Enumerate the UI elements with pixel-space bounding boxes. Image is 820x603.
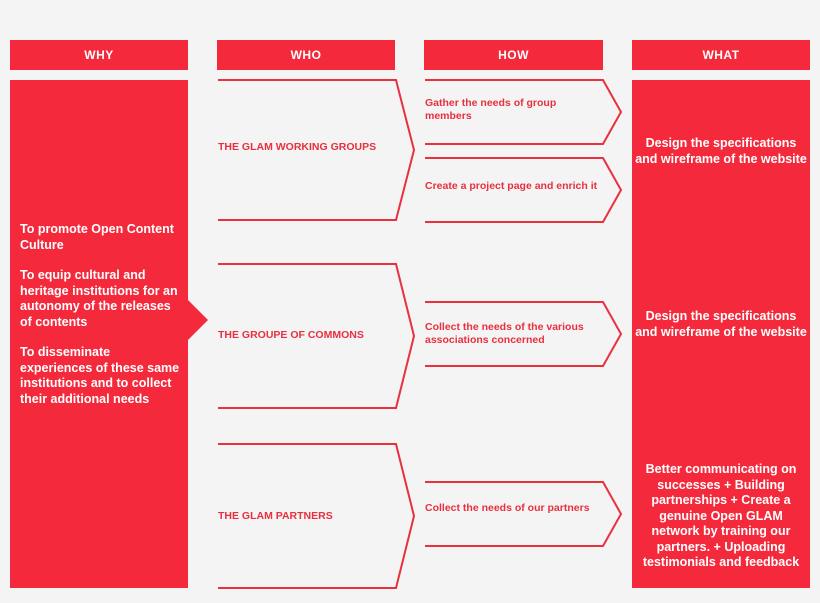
why-text bbox=[20, 222, 185, 422]
who-label: THE GLAM WORKING GROUPS bbox=[218, 141, 377, 153]
how-label: Gather the needs of group members bbox=[425, 97, 557, 122]
what-text: Better communicating on successes + Building partnerships + Create a genuine Open GLAM network by training our partners. + Uploading testimonials and feedback bbox=[642, 462, 800, 569]
how-label: Create a project page and enrich it bbox=[425, 180, 598, 192]
how-label: Collect the needs of our partners bbox=[425, 502, 590, 514]
what-text: Design the specifications and wireframe of the website bbox=[635, 309, 807, 339]
who-label: THE GLAM PARTNERS bbox=[218, 510, 333, 522]
how-label: Collect the needs of the various associations concerned bbox=[425, 321, 584, 346]
why-paragraph: To promote Open Content Culture bbox=[20, 222, 174, 252]
what-text: Design the specifications and wireframe of the website bbox=[635, 136, 807, 166]
header-why: WHY bbox=[10, 40, 188, 70]
why-paragraph: To equip cultural and heritage institutions for an autonomy of the releases of contents bbox=[20, 268, 178, 329]
header-who: WHO bbox=[217, 40, 395, 70]
header-what: WHAT bbox=[632, 40, 810, 70]
why-paragraph: To disseminate experiences of these same institutions and to collect their additional needs bbox=[20, 345, 180, 406]
why-arrow-notch bbox=[188, 300, 208, 340]
who-label: THE GROUPE OF COMMONS bbox=[218, 329, 364, 341]
header-how: HOW bbox=[424, 40, 603, 70]
